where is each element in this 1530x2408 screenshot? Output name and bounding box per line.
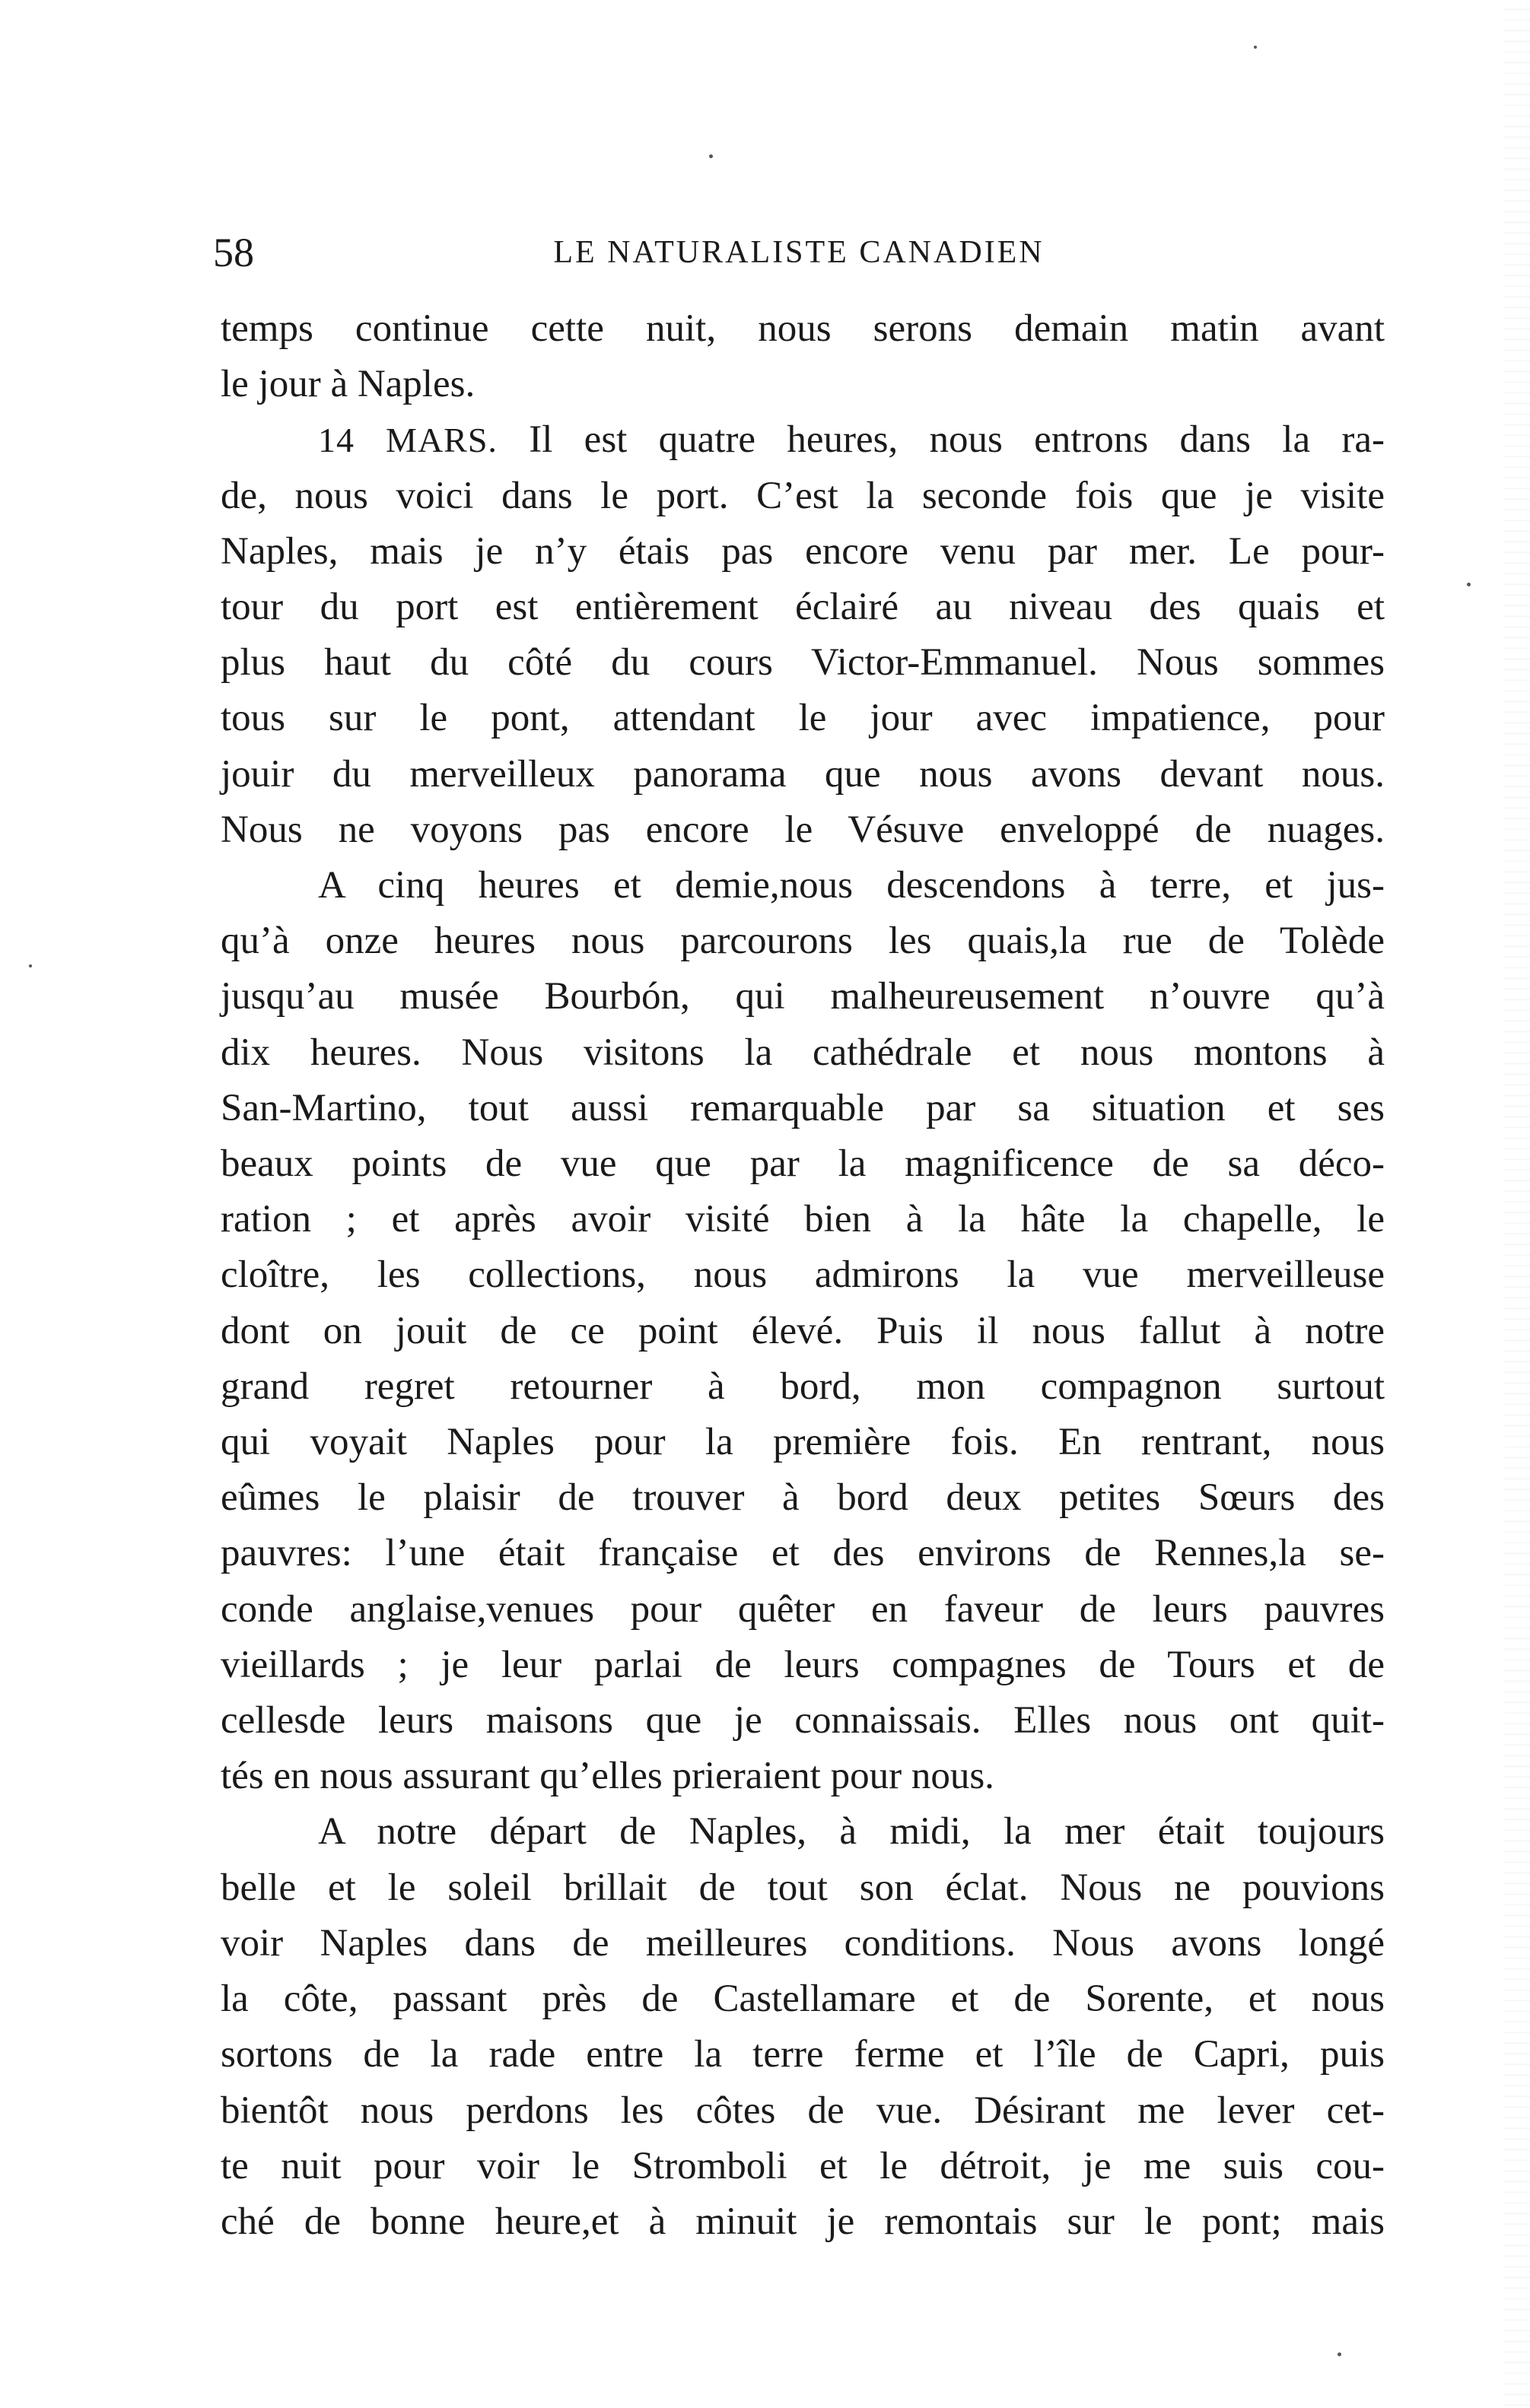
- paper-speck: [1338, 2352, 1341, 2356]
- text-line: qu’à onze heures nous parcourons les quais,la rue de Tolède: [221, 920, 1385, 963]
- text-line: le jour à Naples.: [221, 363, 476, 406]
- paragraph-1: [221, 301, 1385, 412]
- text-line: tés en nous assurant qu’elles prieraient pour nous.: [221, 1755, 994, 1798]
- text-line: cloître, les collections, nous admirons la vue merveilleuse: [221, 1253, 1385, 1297]
- text-line-content: Il est quatre heures, nous entrons dans la ra-: [529, 418, 1385, 462]
- text-line: cellesde leurs maisons que je connaissais. Elles nous ont quit-: [221, 1699, 1385, 1742]
- text-line: jusqu’au musée Bourbón, qui malheureusement n’ouvre qu’à: [221, 975, 1385, 1018]
- text-line: qui voyait Naples pour la première fois. En rentrant, nous: [221, 1421, 1385, 1464]
- text-line: beaux points de vue que par la magnificence de sa déco-: [221, 1142, 1385, 1186]
- text-line: bientôt nous perdons les côtes de vue. Désirant me lever cet-: [221, 2089, 1385, 2132]
- text-line: te nuit pour voir le Stromboli et le détroit, je me suis cou-: [221, 2144, 1385, 2187]
- text-line: A cinq heures et demie,nous descendons à terre, et jus-: [318, 864, 1385, 907]
- text-line: plus haut du côté du cours Victor-Emmanuel. Nous sommes: [221, 641, 1385, 685]
- text-line: San-Martino, tout aussi remarquable par sa situation et ses: [221, 1086, 1385, 1129]
- paragraph-3: [221, 858, 1385, 1804]
- text-line: sortons de la rade entre la terre ferme et l’île de Capri, puis: [221, 2033, 1385, 2076]
- text-line: dont on jouit de ce point élevé. Puis il nous fallut à notre: [221, 1309, 1385, 1352]
- paragraph-4: [221, 1804, 1385, 2250]
- text-line: [221, 412, 1385, 468]
- paper-speck: [29, 964, 32, 967]
- text-line: eûmes le plaisir de trouver à bord deux petites Sœurs des: [221, 1476, 1385, 1520]
- running-title: LE NATURALISTE CANADIEN: [553, 235, 1045, 270]
- text-line: ché de bonne heure,et à minuit je remontais sur le pont; mais: [221, 2200, 1385, 2243]
- text-line: Naples, mais je n’y étais pas encore venu par mer. Le pour-: [221, 529, 1385, 573]
- text-line: temps continue cette nuit, nous serons demain matin avant: [221, 307, 1385, 350]
- text-line: belle et le soleil brillait de tout son éclat. Nous ne pouvions: [221, 1866, 1385, 1909]
- text-line: de, nous voici dans le port. C’est la seconde fois que je visite: [221, 474, 1385, 517]
- text-line: la côte, passant près de Castellamare et de Sorente, et nous: [221, 1978, 1385, 2021]
- text-line: pauvres: l’une était française et des environs de Rennes,la se-: [221, 1532, 1385, 1575]
- text-line: tous sur le pont, attendant le jour avec impatience, pour: [221, 697, 1385, 740]
- paper-speck: [1467, 583, 1471, 586]
- page-edge-shadow: [1504, 0, 1530, 2408]
- text-line: jouir du merveilleux panorama que nous avons devant nous.: [221, 752, 1385, 796]
- date-label: 14 MARS.: [318, 421, 498, 460]
- text-line: ration ; et après avoir visité bien à la hâte la chapelle, le: [221, 1198, 1385, 1241]
- text-line: conde anglaise,venues pour quêter en faveur de leurs pauvres: [221, 1587, 1385, 1631]
- text-line: Nous ne voyons pas encore le Vésuve enveloppé de nuages.: [221, 808, 1385, 851]
- paper-speck: [1254, 46, 1257, 49]
- body-text: [221, 301, 1385, 2250]
- text-line: tour du port est entièrement éclairé au niveau des quais et: [221, 586, 1385, 629]
- page-number: 58: [213, 230, 254, 275]
- text-line: grand regret retourner à bord, mon compagnon surtout: [221, 1364, 1385, 1408]
- text-line: dix heures. Nous visitons la cathédrale et nous montons à: [221, 1031, 1385, 1074]
- paragraph-2: [221, 412, 1385, 858]
- text-line: A notre départ de Naples, à midi, la mer était toujours: [318, 1810, 1385, 1854]
- text-line: vieillards ; je leur parlai de leurs compagnes de Tours et de: [221, 1643, 1385, 1686]
- paper-speck: [709, 154, 713, 158]
- text-line: voir Naples dans de meilleures conditions. Nous avons longé: [221, 1921, 1385, 1965]
- running-head: [213, 225, 1385, 280]
